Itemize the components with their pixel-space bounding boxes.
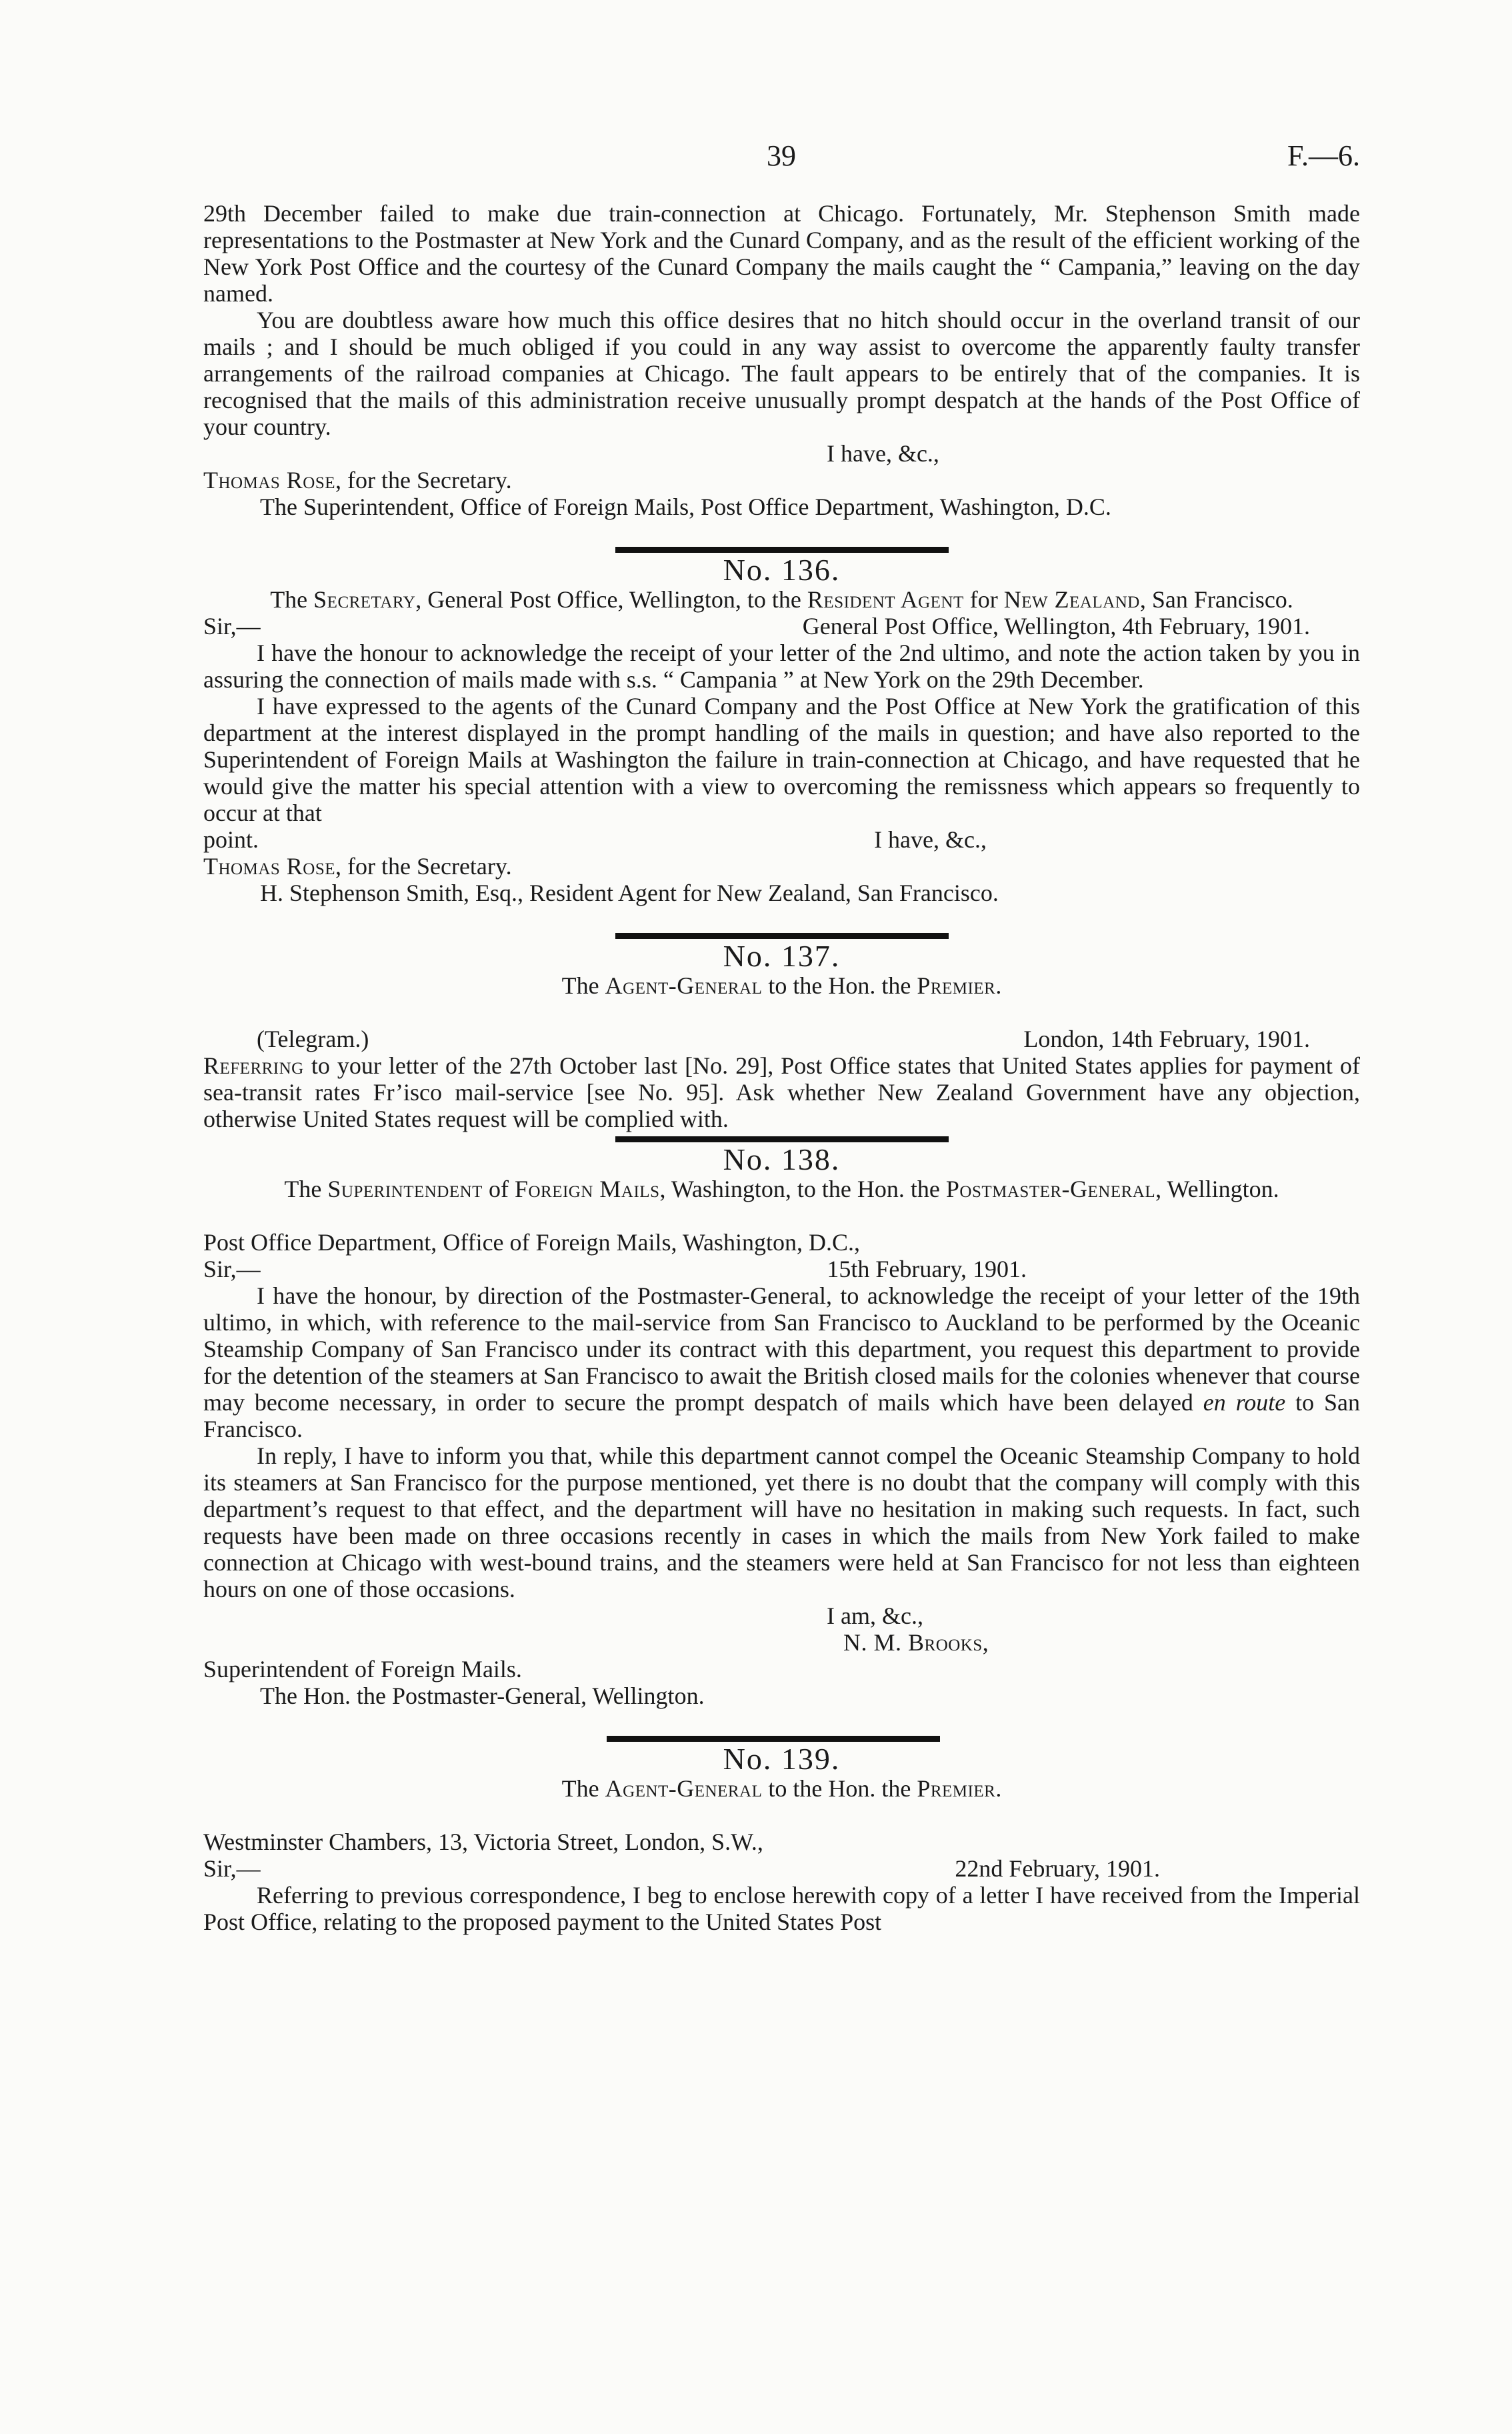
section-divider — [607, 1736, 940, 1742]
salutation-line — [203, 613, 1360, 640]
paragraph: Referring to your letter of the 27th October last [No. 29], Post Office states that United States applies for payment of sea-transit rates Fr’isco mail-service [see No. 95]. Ask whether New Zealand Government have any objection, otherwise United States request will be complied with. — [203, 1052, 1360, 1132]
dateline: 15th February, 1901. — [827, 1256, 1027, 1282]
signer-role: , for the Secretary. — [335, 853, 512, 880]
letter-header: The Superintendent of Foreign Mails, Washington, to the Hon. the Postmaster-General, Wellington. — [284, 1176, 1279, 1202]
addressee: H. Stephenson Smith, Esq., Resident Agent for New Zealand, San Francisco. — [260, 880, 999, 906]
paragraph: You are doubtless aware how much this office desires that no hitch should occur in the overland transit of our mails ; and I should be much obliged if you could in any way assist to overcome the apparently faulty transfer arrangements of the railroad companies at Chicago. The fault appears to be entirely that of the companies. It is recognised that the mails of this administration receive unusually prompt despatch at the hands of the Post Office of your country. — [203, 307, 1360, 440]
paragraph: I have expressed to the agents of the Cunard Company and the Post Office at New York the gratification of this department at the interest displayed in the prompt handling of the mails in question; and have also reported to the Superintendent of Foreign Mails at Washington the failure in train-connection at Chicago, and have requested that he would give the matter his special attention with a view to overcoming the remissness which appears so frequently to occur at that — [203, 693, 1360, 826]
main-column — [203, 200, 1360, 1935]
dateline: Post Office Department, Office of Foreign Mails, Washington, D.C., — [203, 1229, 860, 1256]
paragraph: I have the honour, by direction of the Postmaster-General, to acknowledge the receipt of your letter of the 19th ultimo, in which, with reference to the mail-service from San Francisco to Auckland to be performed by the Oceanic Steamship Company of San Francisco under its contract with this department, you request this department to provide for the detention of the steamers at San Francisco to await the British closed mails for the colonies whenever that course may become necessary, in order to secure the prompt despatch of mails which have been delayed en route to San Francisco. — [203, 1282, 1360, 1442]
letter-number: No. 139. — [723, 1742, 841, 1776]
letter-number: No. 136. — [723, 553, 841, 587]
dateline: General Post Office, Wellington, 4th February, 1901. — [802, 613, 1310, 640]
paragraph-end: point. — [203, 826, 259, 853]
paragraph: I have the honour to acknowledge the receipt of your letter of the 2nd ultimo, and note the action taken by you in assuring the connection of mails made with s.s. “ Campania ” at New York on the 29th December. — [203, 640, 1360, 693]
signer-name: Thomas Rose — [203, 853, 336, 880]
page-number: 39 — [767, 139, 796, 172]
salutation-line — [203, 1855, 1360, 1882]
dateline: Westminster Chambers, 13, Victoria Street, London, S.W., — [203, 1829, 763, 1855]
signer-role: Superintendent of Foreign Mails. — [203, 1656, 522, 1682]
closing: I am, &c., — [827, 1602, 923, 1629]
signer-name: Thomas Rose — [203, 467, 336, 493]
document-reference: F.—6. — [1287, 139, 1360, 172]
letter-header: The Agent-General to the Hon. the Premier. — [561, 972, 1002, 999]
letter-number: No. 137. — [723, 939, 841, 973]
section-divider — [615, 1136, 949, 1142]
paragraph: In reply, I have to inform you that, while this department cannot compel the Oceanic Steamship Company to hold its steamers at San Francisco for the purpose mentioned, yet there is no doubt that the company will comply with this department’s request to that effect, and the department will have no hesitation in making such requests. In fact, such requests have been made on three occasions recently in cases in which the mails from New York failed to make connection at Chicago with west-bound trains, and the steamers were held at San Francisco for not less than eighteen hours on one of those occasions. — [203, 1442, 1360, 1602]
signer-name: N. M. Brooks, — [843, 1629, 989, 1656]
salutation: Sir,— — [203, 613, 261, 640]
paragraph: 29th December failed to make due train-connection at Chicago. Fortunately, Mr. Stephenson Smith made representations to the Postmaster at New York and the Cunard Company, and as the result of the efficient working of the New York Post Office and the courtesy of the Cunard Company the mails caught the “ Campania,” leaving on the day named. — [203, 200, 1360, 307]
paragraph: Referring to previous correspondence, I beg to enclose herewith copy of a letter I have received from the Imperial Post Office, relating to the proposed payment to the United States Post — [203, 1882, 1360, 1935]
letter-header: The Agent-General to the Hon. the Premier. — [561, 1775, 1002, 1802]
message-type: (Telegram.) — [257, 1026, 369, 1052]
closing: I have, &c., — [827, 440, 939, 467]
dateline: London, 14th February, 1901. — [1023, 1026, 1310, 1052]
addressee: The Hon. the Postmaster-General, Wellington. — [260, 1682, 705, 1709]
letter-number: No. 138. — [723, 1142, 841, 1176]
signature — [203, 467, 1360, 493]
addressee: The Superintendent, Office of Foreign Mails, Post Office Department, Washington, D.C. — [260, 493, 1111, 520]
section-divider — [615, 933, 949, 939]
salutation: Sir,— — [203, 1256, 261, 1282]
section-divider — [615, 547, 949, 553]
letter-header: The Secretary, General Post Office, Wellington, to the Resident Agent for New Zealand, San Francisco. — [270, 586, 1293, 613]
dateline: 22nd February, 1901. — [955, 1855, 1160, 1882]
salutation-line — [203, 1256, 1360, 1282]
telegram-line — [203, 1026, 1360, 1052]
signer-role: , for the Secretary. — [335, 467, 512, 493]
salutation: Sir,— — [203, 1855, 261, 1882]
closing-line — [203, 826, 1360, 853]
closing: I have, &c., — [874, 826, 987, 853]
signature — [203, 853, 1360, 880]
